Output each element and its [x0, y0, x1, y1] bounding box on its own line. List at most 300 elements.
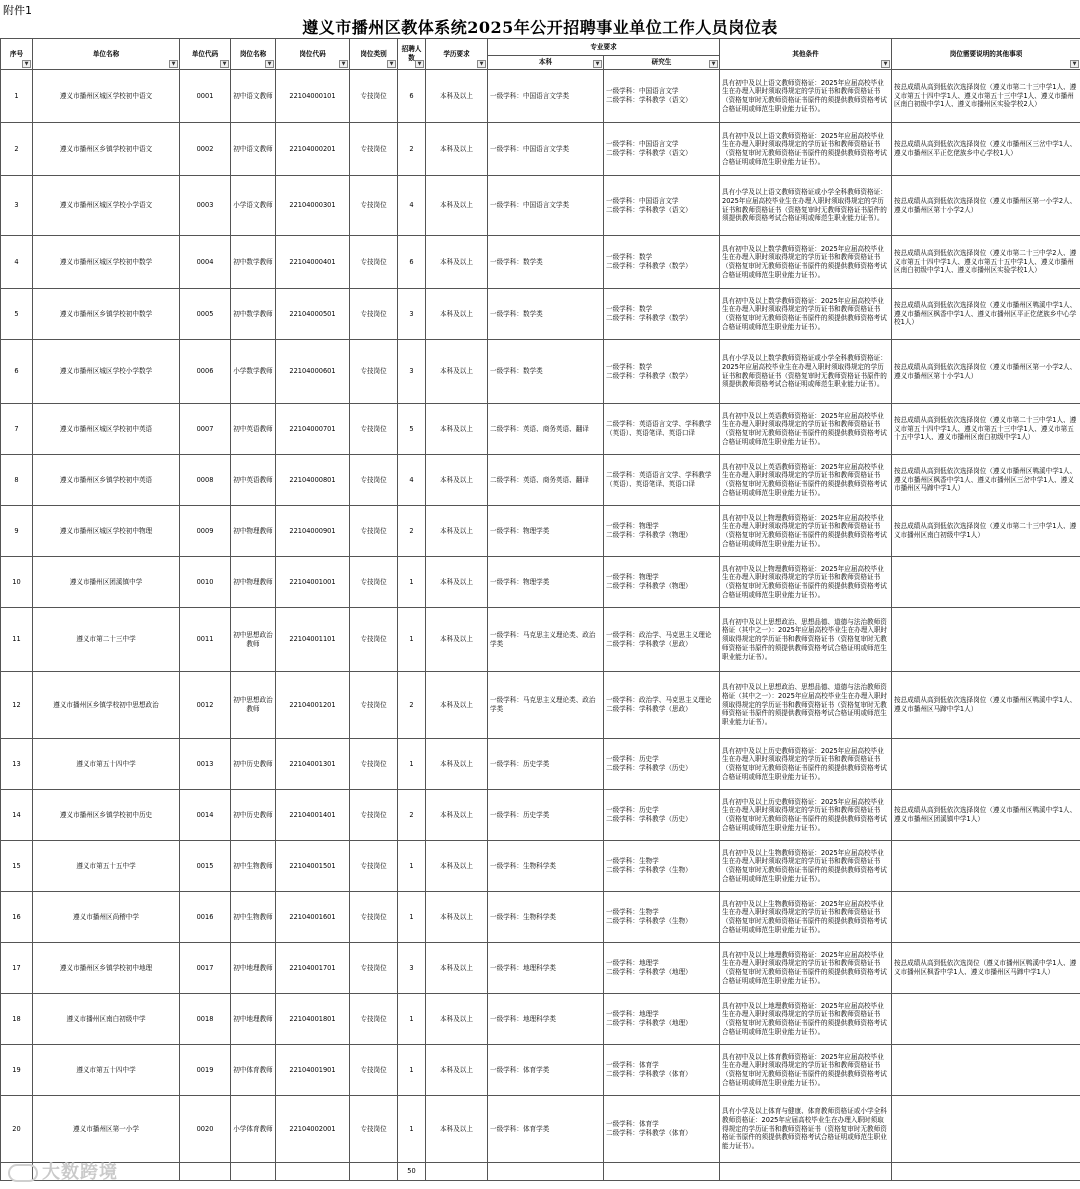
- header-major: 专业要求: [488, 39, 720, 56]
- total-empty-cell: [350, 1163, 398, 1181]
- cell-yjs: 一级学科：物理学 二级学科：学科教学（物理）: [604, 506, 720, 557]
- cell-post: 初中物理教师: [231, 557, 276, 608]
- filter-icon[interactable]: ▼: [593, 60, 602, 68]
- cell-bk: 一级学科：历史学类: [488, 739, 604, 790]
- cell-yjs: 二级学科：英语语言文学、学科教学（英语）、英语笔译、英语口译: [604, 455, 720, 506]
- table-row: [1, 455, 1080, 506]
- cell-post: 初中英语教师: [231, 455, 276, 506]
- total-row: [1, 1163, 1080, 1181]
- cell-yjs: 一级学科：体育学 二级学科：学科教学（体育）: [604, 1045, 720, 1096]
- cell-other: 具有初中及以上英语教师资格证：2025年应届高校毕业生在办理入职时须取得规定的学历证书和教师资格证书（资格复审时无教师资格证书原件的须提供教师资格考试合格证明或师范生职业能力证书）。: [720, 455, 892, 506]
- cell-other: 具有小学及以上语文教师资格证或小学全科教师资格证：2025年应届高校毕业生在办理入职时须取得规定的学历证书和教师资格证书（资格复审时无教师资格证书原件的须提供教师资格考试合格证明或师范生职业能力证书）。: [720, 176, 892, 236]
- cell-post: 初中地理教师: [231, 943, 276, 994]
- cell-unit: 遵义市播州区尚稽中学: [33, 892, 180, 943]
- cell-type: 专技岗位: [350, 70, 398, 123]
- cell-seq: 13: [1, 739, 33, 790]
- cell-code: 0008: [180, 455, 231, 506]
- cell-post: 初中生物教师: [231, 841, 276, 892]
- job-table: [0, 38, 1080, 1181]
- cell-pcode: 22104001101: [276, 608, 350, 672]
- cell-other: 具有初中及以上语文教师资格证：2025年应届高校毕业生在办理入职时须取得规定的学历证书和教师资格证书（资格复审时无教师资格证书原件的须提供教师资格考试合格证明或师范生职业能力证书）。: [720, 70, 892, 123]
- cell-type: 专技岗位: [350, 994, 398, 1045]
- cell-unit: 遵义市播州区乡镇学校初中地理: [33, 943, 180, 994]
- filter-icon[interactable]: ▼: [265, 60, 274, 68]
- cell-bk: 一级学科：物理学类: [488, 557, 604, 608]
- cell-post: 初中历史教师: [231, 790, 276, 841]
- table-row: [1, 289, 1080, 340]
- cell-seq: 18: [1, 994, 33, 1045]
- cell-pcode: 22104000401: [276, 236, 350, 289]
- cell-count: 4: [398, 176, 426, 236]
- cell-seq: 16: [1, 892, 33, 943]
- cell-unit: 遵义市第五十四中学: [33, 1045, 180, 1096]
- cell-post: 初中思想政治教师: [231, 672, 276, 739]
- cell-pcode: 22104002001: [276, 1096, 350, 1163]
- cell-seq: 19: [1, 1045, 33, 1096]
- table-row: [1, 506, 1080, 557]
- cell-notes: [892, 739, 1080, 790]
- cell-pcode: 22104000801: [276, 455, 350, 506]
- filter-icon[interactable]: ▼: [477, 60, 486, 68]
- header-major-bk[interactable]: 本科 ▼: [488, 56, 604, 70]
- cell-pcode: 22104001601: [276, 892, 350, 943]
- cell-pcode: 22104001201: [276, 672, 350, 739]
- cell-code: 0007: [180, 404, 231, 455]
- header-count[interactable]: 招聘人数 ▼: [398, 39, 426, 70]
- table-row: [1, 790, 1080, 841]
- cell-bk: 一级学科：数学类: [488, 340, 604, 404]
- cell-other: 具有初中及以上历史教师资格证：2025年应届高校毕业生在办理入职时须取得规定的学历证书和教师资格证书（资格复审时无教师资格证书原件的须提供教师资格考试合格证明或师范生职业能力证书）。: [720, 739, 892, 790]
- cell-yjs: 一级学科：数学 二级学科：学科教学（数学）: [604, 340, 720, 404]
- cell-yjs: 一级学科：体育学 二级学科：学科教学（体育）: [604, 1096, 720, 1163]
- table-row: [1, 943, 1080, 994]
- cell-pcode: 22104000201: [276, 123, 350, 176]
- cell-post: 初中英语教师: [231, 404, 276, 455]
- cell-post: 初中生物教师: [231, 892, 276, 943]
- cell-unit: 遵义市播州区乡镇学校初中数学: [33, 289, 180, 340]
- cell-count: 1: [398, 1096, 426, 1163]
- table-row: [1, 739, 1080, 790]
- table-row: [1, 340, 1080, 404]
- attachment-label: 附件1: [3, 4, 32, 17]
- cell-edu: 本科及以上: [426, 994, 488, 1045]
- header-notes[interactable]: 岗位需要说明的其他事项 ▼: [892, 39, 1080, 70]
- cell-bk: 一级学科：地理科学类: [488, 994, 604, 1045]
- cell-type: 专技岗位: [350, 892, 398, 943]
- cell-notes: 按总成绩从高到低依次选择岗位（遵义市播州区鸭溪中学1人、遵义市播州区马蹄中学1人）: [892, 672, 1080, 739]
- cell-other: 具有小学及以上体育与健康、体育教师资格证或小学全科教师资格证：2025年应届高校毕业生在办理入职时须取得规定的学历证书和教师资格证书（资格复审时无教师资格证书原件的须提供教师资格考试合格证明或师范生职业能力证书）。: [720, 1096, 892, 1163]
- cell-other: 具有初中及以上生物教师资格证：2025年应届高校毕业生在办理入职时须取得规定的学历证书和教师资格证书（资格复审时无教师资格证书原件的须提供教师资格考试合格证明或师范生职业能力证书）。: [720, 892, 892, 943]
- cell-pcode: 22104001401: [276, 790, 350, 841]
- cell-edu: 本科及以上: [426, 506, 488, 557]
- cell-code: 0018: [180, 994, 231, 1045]
- cell-bk: 一级学科：生物科学类: [488, 841, 604, 892]
- filter-icon[interactable]: ▼: [169, 60, 178, 68]
- cell-seq: 6: [1, 340, 33, 404]
- cell-notes: 按总成绩从高到低依次选择岗位（遵义市播州区鸭溪中学1人、遵义市播州区枫香中学1人、遵义市播州区三岔中学1人、遵义市播州区马蹄中学1人）: [892, 455, 1080, 506]
- cell-count: 6: [398, 70, 426, 123]
- cell-other: 具有初中及以上生物教师资格证：2025年应届高校毕业生在办理入职时须取得规定的学历证书和教师资格证书（资格复审时无教师资格证书原件的须提供教师资格考试合格证明或师范生职业能力证书）。: [720, 841, 892, 892]
- filter-icon[interactable]: ▼: [415, 60, 424, 68]
- cell-other: 具有初中及以上物理教师资格证：2025年应届高校毕业生在办理入职时须取得规定的学历证书和教师资格证书（资格复审时无教师资格证书原件的须提供教师资格考试合格证明或师范生职业能力证书）。: [720, 506, 892, 557]
- cell-notes: [892, 994, 1080, 1045]
- cell-code: 0020: [180, 1096, 231, 1163]
- cell-bk: 一级学科：历史学类: [488, 790, 604, 841]
- cell-count: 1: [398, 841, 426, 892]
- cell-yjs: 一级学科：中国语言文学 二级学科：学科教学（语文）: [604, 70, 720, 123]
- total-empty-cell: [426, 1163, 488, 1181]
- cell-post: 小学数学教师: [231, 340, 276, 404]
- cell-post: 初中语文教师: [231, 123, 276, 176]
- cell-seq: 15: [1, 841, 33, 892]
- cell-yjs: 一级学科：政治学、马克思主义理论 二级学科：学科教学（思政）: [604, 608, 720, 672]
- cell-type: 专技岗位: [350, 557, 398, 608]
- cell-code: 0003: [180, 176, 231, 236]
- cell-yjs: 一级学科：中国语言文学 二级学科：学科教学（语文）: [604, 123, 720, 176]
- filter-icon[interactable]: ▼: [387, 60, 396, 68]
- cell-bk: 一级学科：中国语言文学类: [488, 70, 604, 123]
- cell-edu: 本科及以上: [426, 790, 488, 841]
- header-post-name[interactable]: 岗位名称 ▼: [231, 39, 276, 70]
- cell-seq: 12: [1, 672, 33, 739]
- cell-seq: 5: [1, 289, 33, 340]
- table-row: [1, 608, 1080, 672]
- cell-notes: 按总成绩从高到低依次选择岗位（遵义市播州区第一小学2人、遵义市播州区第十小学1人）: [892, 340, 1080, 404]
- cell-type: 专技岗位: [350, 739, 398, 790]
- cell-pcode: 22104001001: [276, 557, 350, 608]
- cell-edu: 本科及以上: [426, 236, 488, 289]
- cell-seq: 3: [1, 176, 33, 236]
- cell-code: 0013: [180, 739, 231, 790]
- cell-seq: 20: [1, 1096, 33, 1163]
- table-row: [1, 176, 1080, 236]
- cell-edu: 本科及以上: [426, 455, 488, 506]
- cell-pcode: 22104001801: [276, 994, 350, 1045]
- cell-unit: 遵义市播州区城区学校初中数学: [33, 236, 180, 289]
- cell-count: 2: [398, 790, 426, 841]
- cell-pcode: 22104000901: [276, 506, 350, 557]
- cell-seq: 9: [1, 506, 33, 557]
- cell-seq: 2: [1, 123, 33, 176]
- cell-unit: 遵义市第二十三中学: [33, 608, 180, 672]
- cell-other: 具有初中及以上历史教师资格证：2025年应届高校毕业生在办理入职时须取得规定的学历证书和教师资格证书（资格复审时无教师资格证书原件的须提供教师资格考试合格证明或师范生职业能力证书）。: [720, 790, 892, 841]
- cell-post: 初中地理教师: [231, 994, 276, 1045]
- cell-type: 专技岗位: [350, 506, 398, 557]
- cell-notes: 按总成绩从高到低依次选择岗位（遵义市播州区第一小学2人、遵义市播州区第十小学2人）: [892, 176, 1080, 236]
- cell-unit: 遵义市播州区城区学校初中英语: [33, 404, 180, 455]
- cell-post: 初中体育教师: [231, 1045, 276, 1096]
- cell-type: 专技岗位: [350, 672, 398, 739]
- cell-other: 具有初中及以上地理教师资格证：2025年应届高校毕业生在办理入职时须取得规定的学历证书和教师资格证书（资格复审时无教师资格证书原件的须提供教师资格考试合格证明或师范生职业能力证书）。: [720, 994, 892, 1045]
- cell-edu: 本科及以上: [426, 943, 488, 994]
- cell-pcode: 22104001501: [276, 841, 350, 892]
- cell-type: 专技岗位: [350, 841, 398, 892]
- cell-seq: 7: [1, 404, 33, 455]
- cell-bk: 一级学科：体育学类: [488, 1096, 604, 1163]
- header-edu[interactable]: 学历要求 ▼: [426, 39, 488, 70]
- cell-post: 小学体育教师: [231, 1096, 276, 1163]
- cell-unit: 遵义市播州区城区学校小学语文: [33, 176, 180, 236]
- cell-type: 专技岗位: [350, 123, 398, 176]
- header-major-yjs[interactable]: 研究生 ▼: [604, 56, 720, 70]
- cell-edu: 本科及以上: [426, 557, 488, 608]
- cell-code: 0015: [180, 841, 231, 892]
- cell-yjs: 一级学科：地理学 二级学科：学科教学（地理）: [604, 943, 720, 994]
- cell-seq: 4: [1, 236, 33, 289]
- cell-type: 专技岗位: [350, 404, 398, 455]
- cell-edu: 本科及以上: [426, 289, 488, 340]
- cell-pcode: 22104000601: [276, 340, 350, 404]
- cell-pcode: 22104000301: [276, 176, 350, 236]
- cell-unit: 遵义市播州区乡镇学校初中语文: [33, 123, 180, 176]
- page-title: 遵义市播州区教体系统2025年公开招聘事业单位工作人员岗位表: [302, 18, 778, 37]
- cell-count: 1: [398, 739, 426, 790]
- table-row: [1, 1045, 1080, 1096]
- cell-post: 初中思想政治教师: [231, 608, 276, 672]
- watermark: 大数跨境: [8, 1158, 118, 1184]
- cell-bk: 一级学科：马克思主义理论类、政治学类: [488, 608, 604, 672]
- filter-icon[interactable]: ▼: [881, 60, 890, 68]
- cell-notes: [892, 841, 1080, 892]
- cell-pcode: 22104001301: [276, 739, 350, 790]
- cell-seq: 8: [1, 455, 33, 506]
- cell-bk: 一级学科：物理学类: [488, 506, 604, 557]
- cell-count: 1: [398, 994, 426, 1045]
- cell-edu: 本科及以上: [426, 892, 488, 943]
- table-row: [1, 404, 1080, 455]
- filter-icon[interactable]: ▼: [1070, 60, 1079, 68]
- cell-count: 3: [398, 340, 426, 404]
- cell-pcode: 22104000701: [276, 404, 350, 455]
- cell-unit: 遵义市播州区城区学校小学数学: [33, 340, 180, 404]
- cell-bk: 一级学科：体育学类: [488, 1045, 604, 1096]
- filter-icon[interactable]: ▼: [709, 60, 718, 68]
- cell-unit: 遵义市播州区南白初级中学: [33, 994, 180, 1045]
- table-row: [1, 672, 1080, 739]
- cell-other: 具有初中及以上思想政治、思想品德、道德与法治教师资格证（其中之一）：2025年应届高校毕业生在办理入职时须取得规定的学历证书和教师资格证书（资格复审时无教师资格证书原件的须提供教师资格考试合格证明或师范生职业能力证书）。: [720, 672, 892, 739]
- cell-bk: 二级学科：英语、商务英语、翻译: [488, 455, 604, 506]
- total-count: 50: [398, 1163, 426, 1181]
- cell-count: 6: [398, 236, 426, 289]
- table-row: [1, 70, 1080, 123]
- cell-other: 具有初中及以上数学教师资格证：2025年应届高校毕业生在办理入职时须取得规定的学历证书和教师资格证书（资格复审时无教师资格证书原件的须提供教师资格考试合格证明或师范生职业能力证书）。: [720, 236, 892, 289]
- cell-notes: 按总成绩从高到低依次选岗位（遵义市播州区鸭溪中学1人、遵义市播州区枫香中学1人、遵义市播州区马蹄中学1人）: [892, 943, 1080, 994]
- table-row: [1, 557, 1080, 608]
- cell-code: 0002: [180, 123, 231, 176]
- cell-code: 0019: [180, 1045, 231, 1096]
- cell-count: 3: [398, 289, 426, 340]
- cell-unit: 遵义市播州区乡镇学校初中英语: [33, 455, 180, 506]
- cell-other: 具有小学及以上数学教师资格证或小学全科教师资格证：2025年应届高校毕业生在办理入职时须取得规定的学历证书和教师资格证书（资格复审时无教师资格证书原件的须提供教师资格考试合格证明或师范生职业能力证书）。: [720, 340, 892, 404]
- cell-seq: 1: [1, 70, 33, 123]
- cell-type: 专技岗位: [350, 1096, 398, 1163]
- cell-post: 初中物理教师: [231, 506, 276, 557]
- cell-type: 专技岗位: [350, 176, 398, 236]
- cell-pcode: 22104000101: [276, 70, 350, 123]
- cell-notes: 按总成绩从高到低依次选择岗位（遵义市播州区三岔中学1人、遵义市播州区平正仡佬族乡中心学校1人）: [892, 123, 1080, 176]
- cell-edu: 本科及以上: [426, 404, 488, 455]
- cell-count: 1: [398, 608, 426, 672]
- cell-bk: 一级学科：地理科学类: [488, 943, 604, 994]
- total-empty-cell: [720, 1163, 892, 1181]
- cell-notes: [892, 1045, 1080, 1096]
- header-post-code[interactable]: 岗位代码 ▼: [276, 39, 350, 70]
- cell-count: 1: [398, 557, 426, 608]
- cell-code: 0017: [180, 943, 231, 994]
- cell-other: 具有初中及以上地理教师资格证：2025年应届高校毕业生在办理入职时须取得规定的学历证书和教师资格证书（资格复审时无教师资格证书原件的须提供教师资格考试合格证明或师范生职业能力证书）。: [720, 943, 892, 994]
- cell-other: 具有初中及以上思想政治、思想品德、道德与法治教师资格证（其中之一）：2025年应届高校毕业生在办理入职时须取得规定的学历证书和教师资格证书（资格复审时无教师资格证书原件的须提供教师资格考试合格证明或师范生职业能力证书）。: [720, 608, 892, 672]
- table-row: [1, 841, 1080, 892]
- cell-post: 初中历史教师: [231, 739, 276, 790]
- cell-seq: 10: [1, 557, 33, 608]
- cell-bk: 一级学科：中国语言文学类: [488, 123, 604, 176]
- cell-post: 初中数学教师: [231, 236, 276, 289]
- cell-seq: 17: [1, 943, 33, 994]
- cell-unit: 遵义市播州区城区学校初中物理: [33, 506, 180, 557]
- total-empty-cell: [488, 1163, 604, 1181]
- cell-post: 初中语文教师: [231, 70, 276, 123]
- cell-bk: 一级学科：生物科学类: [488, 892, 604, 943]
- cell-notes: [892, 557, 1080, 608]
- cell-unit: 遵义市第五十五中学: [33, 841, 180, 892]
- cell-bk: 一级学科：中国语言文学类: [488, 176, 604, 236]
- cell-count: 1: [398, 892, 426, 943]
- cell-unit: 遵义市播州区乡镇学校初中思想政治: [33, 672, 180, 739]
- cell-bk: 一级学科：马克思主义理论类、政治学类: [488, 672, 604, 739]
- cell-edu: 本科及以上: [426, 123, 488, 176]
- cell-edu: 本科及以上: [426, 70, 488, 123]
- table-row: [1, 994, 1080, 1045]
- cell-yjs: 一级学科：数学 二级学科：学科教学（数学）: [604, 289, 720, 340]
- cell-code: 0001: [180, 70, 231, 123]
- cell-code: 0004: [180, 236, 231, 289]
- cell-notes: 按总成绩从高到低依次选择岗位（遵义市播州区鸭溪中学1人、遵义市播州区团溪镇中学1人）: [892, 790, 1080, 841]
- cell-other: 具有初中及以上物理教师资格证：2025年应届高校毕业生在办理入职时须取得规定的学历证书和教师资格证书（资格复审时无教师资格证书原件的须提供教师资格考试合格证明或师范生职业能力证书）。: [720, 557, 892, 608]
- cell-yjs: 一级学科：历史学 二级学科：学科教学（历史）: [604, 739, 720, 790]
- cell-edu: 本科及以上: [426, 608, 488, 672]
- cell-unit: 遵义市播州区乡镇学校初中历史: [33, 790, 180, 841]
- total-empty-cell: [231, 1163, 276, 1181]
- cell-count: 5: [398, 404, 426, 455]
- cell-other: 具有初中及以上体育教师资格证：2025年应届高校毕业生在办理入职时须取得规定的学历证书和教师资格证书（资格复审时无教师资格证书原件的须提供教师资格考试合格证明或师范生职业能力证书）。: [720, 1045, 892, 1096]
- cell-count: 1: [398, 1045, 426, 1096]
- table-row: [1, 1096, 1080, 1163]
- cell-notes: [892, 892, 1080, 943]
- total-empty-cell: [604, 1163, 720, 1181]
- cell-type: 专技岗位: [350, 340, 398, 404]
- total-empty-cell: [180, 1163, 231, 1181]
- filter-icon[interactable]: ▼: [339, 60, 348, 68]
- cell-count: 2: [398, 672, 426, 739]
- cell-notes: 按总成绩从高到低依次选择岗位（遵义市第二十三中学2人、遵义市第五十四中学1人、遵义市第五十五中学1人、遵义市播州区南白初级中学1人、遵义市播州区实验学校1人）: [892, 236, 1080, 289]
- cell-type: 专技岗位: [350, 943, 398, 994]
- cell-count: 3: [398, 943, 426, 994]
- table-row: [1, 123, 1080, 176]
- cell-edu: 本科及以上: [426, 739, 488, 790]
- cell-code: 0011: [180, 608, 231, 672]
- cell-post: 初中数学教师: [231, 289, 276, 340]
- cell-code: 0014: [180, 790, 231, 841]
- cell-bk: 一级学科：数学类: [488, 236, 604, 289]
- cell-yjs: 一级学科：数学 二级学科：学科教学（数学）: [604, 236, 720, 289]
- cell-seq: 11: [1, 608, 33, 672]
- cell-unit: 遵义市播州区第一小学: [33, 1096, 180, 1163]
- cell-edu: 本科及以上: [426, 672, 488, 739]
- cell-edu: 本科及以上: [426, 1096, 488, 1163]
- cell-post: 小学语文教师: [231, 176, 276, 236]
- cell-code: 0010: [180, 557, 231, 608]
- header-other[interactable]: 其他条件 ▼: [720, 39, 892, 70]
- cell-edu: 本科及以上: [426, 1045, 488, 1096]
- cell-bk: 二级学科：英语、商务英语、翻译: [488, 404, 604, 455]
- cell-notes: 按总成绩从高到低依次选择岗位（遵义市第二十三中学1人、遵义市第五十四中学1人、遵义市第五十三中学1人、遵义市第五十五中学1人、遵义市播州区南白初级中学1人）: [892, 404, 1080, 455]
- cell-code: 0012: [180, 672, 231, 739]
- cell-code: 0009: [180, 506, 231, 557]
- cell-pcode: 22104000501: [276, 289, 350, 340]
- filter-icon[interactable]: ▼: [22, 60, 31, 68]
- cell-yjs: 二级学科：英语语言文学、学科教学（英语）、英语笔译、英语口译: [604, 404, 720, 455]
- header-unit[interactable]: 单位名称 ▼: [33, 39, 180, 70]
- total-empty-cell: [276, 1163, 350, 1181]
- header-post-type[interactable]: 岗位类别 ▼: [350, 39, 398, 70]
- total-empty-cell: [892, 1163, 1080, 1181]
- cell-code: 0005: [180, 289, 231, 340]
- cell-bk: 一级学科：数学类: [488, 289, 604, 340]
- cell-type: 专技岗位: [350, 1045, 398, 1096]
- cell-notes: 按总成绩从高到低依次选择岗位（遵义市播州区鸭溪中学1人、遵义市播州区枫香中学1人、遵义市播州区平正仡佬族乡中心学校1人）: [892, 289, 1080, 340]
- header-unit-code[interactable]: 单位代码 ▼: [180, 39, 231, 70]
- cell-notes: 按总成绩从高到低依次选择岗位（遵义市第二十三中学1人、遵义市第五十四中学1人、遵义市第五十三中学1人、遵义市播州区南白初级中学1人、遵义市播州区实验学校2人）: [892, 70, 1080, 123]
- table-row: [1, 236, 1080, 289]
- cell-type: 专技岗位: [350, 289, 398, 340]
- cell-count: 4: [398, 455, 426, 506]
- cell-pcode: 22104001701: [276, 943, 350, 994]
- cell-yjs: 一级学科：历史学 二级学科：学科教学（历史）: [604, 790, 720, 841]
- cell-seq: 14: [1, 790, 33, 841]
- cell-other: 具有初中及以上数学教师资格证：2025年应届高校毕业生在办理入职时须取得规定的学历证书和教师资格证书（资格复审时无教师资格证书原件的须提供教师资格考试合格证明或师范生职业能力证书）。: [720, 289, 892, 340]
- cell-code: 0016: [180, 892, 231, 943]
- cell-count: 2: [398, 506, 426, 557]
- cell-other: 具有初中及以上语文教师资格证：2025年应届高校毕业生在办理入职时须取得规定的学历证书和教师资格证书（资格复审时无教师资格证书原件的须提供教师资格考试合格证明或师范生职业能力证书）。: [720, 123, 892, 176]
- cell-count: 2: [398, 123, 426, 176]
- cell-notes: 按总成绩从高到低依次选择岗位（遵义市第二十三中学1人、遵义市播州区南白初级中学1人）: [892, 506, 1080, 557]
- cell-code: 0006: [180, 340, 231, 404]
- table-row: [1, 892, 1080, 943]
- cell-unit: 遵义市播州区城区学校初中语文: [33, 70, 180, 123]
- cell-unit: 遵义市播州区团溪镇中学: [33, 557, 180, 608]
- cell-edu: 本科及以上: [426, 340, 488, 404]
- cell-yjs: 一级学科：生物学 二级学科：学科教学（生物）: [604, 841, 720, 892]
- cell-edu: 本科及以上: [426, 841, 488, 892]
- cell-pcode: 22104001901: [276, 1045, 350, 1096]
- cell-type: 专技岗位: [350, 608, 398, 672]
- cell-yjs: 一级学科：中国语言文学 二级学科：学科教学（语文）: [604, 176, 720, 236]
- cell-type: 专技岗位: [350, 236, 398, 289]
- cell-yjs: 一级学科：地理学 二级学科：学科教学（地理）: [604, 994, 720, 1045]
- filter-icon[interactable]: ▼: [220, 60, 229, 68]
- header-seq[interactable]: 序号 ▼: [1, 39, 33, 70]
- cell-other: 具有初中及以上英语教师资格证：2025年应届高校毕业生在办理入职时须取得规定的学历证书和教师资格证书（资格复审时无教师资格证书原件的须提供教师资格考试合格证明或师范生职业能力证书）。: [720, 404, 892, 455]
- cell-edu: 本科及以上: [426, 176, 488, 236]
- cell-type: 专技岗位: [350, 790, 398, 841]
- cell-yjs: 一级学科：政治学、马克思主义理论 二级学科：学科教学（思政）: [604, 672, 720, 739]
- cell-type: 专技岗位: [350, 455, 398, 506]
- cell-yjs: 一级学科：生物学 二级学科：学科教学（生物）: [604, 892, 720, 943]
- watermark-logo-icon: [8, 1164, 38, 1182]
- cell-notes: [892, 608, 1080, 672]
- cell-unit: 遵义市第五十四中学: [33, 739, 180, 790]
- cell-notes: [892, 1096, 1080, 1163]
